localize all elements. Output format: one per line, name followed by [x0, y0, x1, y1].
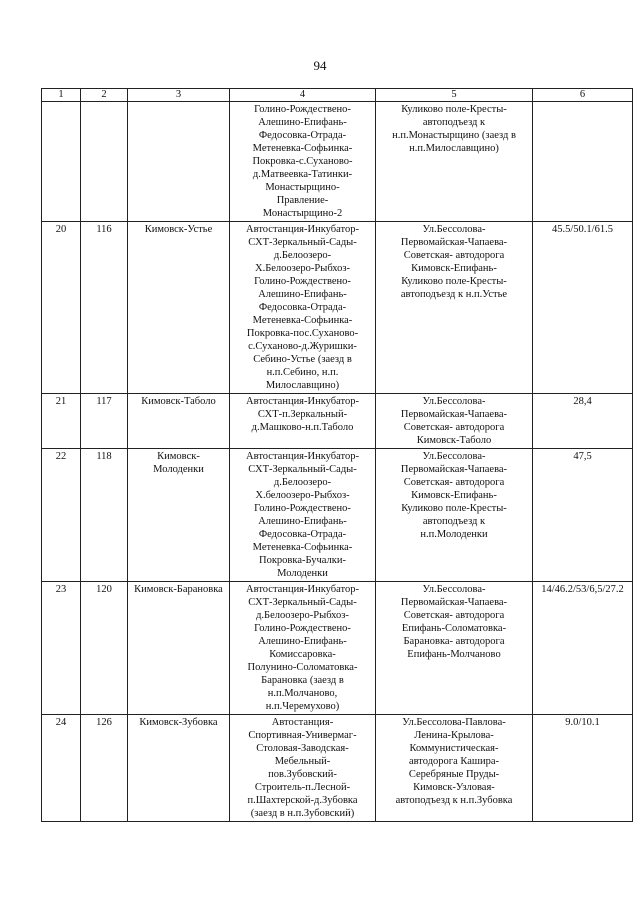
cell-route-name: Кимовск-Барановка: [128, 582, 230, 715]
table-header-row: [42, 89, 633, 102]
cell-route-name: [128, 102, 230, 222]
cell-streets: Ул.Бессолова- Первомайская-Чапаева- Советская- автодорога Епифань-Соломатовка- Барановка- автодорога Епифань-Молчаново: [376, 582, 533, 715]
header-cell-4: 4: [230, 89, 376, 102]
header-cell-6: 6: [533, 89, 633, 102]
cell-length: 14/46.2/53/6,5/27.2: [533, 582, 633, 715]
cell-streets: Ул.Бессолова- Первомайская-Чапаева- Советская- автодорога Кимовск-Таболо: [376, 394, 533, 449]
cell-length: 45.5/50.1/61.5: [533, 222, 633, 394]
cell-streets: Ул.Бессолова- Первомайская-Чапаева- Советская- автодорога Кимовск-Епифань- Куликово поле-Кресты- автоподъезд к н.п.Устье: [376, 222, 533, 394]
cell-route-no: 118: [81, 449, 128, 582]
cell-no: 24: [42, 715, 81, 822]
cell-no: 21: [42, 394, 81, 449]
cell-streets: Ул.Бессолова- Первомайская-Чапаева- Советская- автодорога Кимовск-Епифань- Куликово поле-Кресты- автоподъезд к н.п.Молоденки: [376, 449, 533, 582]
cell-length: 47,5: [533, 449, 633, 582]
cell-route-name: Кимовск-Зубовка: [128, 715, 230, 822]
route-table: [41, 88, 633, 822]
cell-stops: Автостанция- Спортивная-Универмаг- Столовая-Заводская- Мебельный- пов.Зубовский- Строитель-п.Лесной- п.Шахтерской-д.Зубовка (заезд в н.п.Зубовский): [230, 715, 376, 822]
cell-no: 20: [42, 222, 81, 394]
header-cell-5: 5: [376, 89, 533, 102]
cell-route-no: 117: [81, 394, 128, 449]
cell-route-no: 126: [81, 715, 128, 822]
cell-route-no: 120: [81, 582, 128, 715]
cell-route-name: Кимовск- Молоденки: [128, 449, 230, 582]
header-cell-2: 2: [81, 89, 128, 102]
table-row: [42, 715, 633, 822]
cell-length: 28,4: [533, 394, 633, 449]
cell-stops: Автостанция-Инкубатор- СХТ-Зеркальный-Сады- д.Белоозеро-Рыбхоз- Голино-Рождествено- Алешино-Епифань- Комиссаровка- Полунино-Соломатовка- Барановка (заезд в н.п.Молчаново, н.п.Черемухово): [230, 582, 376, 715]
cell-route-no: [81, 102, 128, 222]
cell-stops: Автостанция-Инкубатор- СХТ-Зеркальный-Сады- д.Белоозеро- Х.Белоозеро-Рыбхоз- Голино-Рождествено- Алешино-Епифань- Федосовка-Отрада- Метеневка-Софьинка- Покровка-пос.Суханово- с.Суханово-д.Журишки- Себино-Устье (заезд в н.п.Себино, н.п. Милославщино): [230, 222, 376, 394]
table-row: [42, 582, 633, 715]
cell-stops: Автостанция-Инкубатор- СХТ-Зеркальный-Сады- д.Белоозеро- Х.белоозеро-Рыбхоз- Голино-Рождествено- Алешино-Епифань- Федосовка-Отрада- Метеневка-Софьинка- Покровка-Бучалки- Молоденки: [230, 449, 376, 582]
header-cell-1: 1: [42, 89, 81, 102]
cell-stops: Автостанция-Инкубатор- СХТ-п.Зеркальный- д.Машково-н.п.Таболо: [230, 394, 376, 449]
page-number: 94: [313, 58, 327, 73]
cell-streets: Ул.Бессолова-Павлова- Ленина-Крылова- Коммунистическая- автодорога Кашира- Серебряные Пруды- Кимовск-Узловая- автоподъезд к н.п.Зубовка: [376, 715, 533, 822]
cell-no: 22: [42, 449, 81, 582]
cell-stops: Голино-Рождествено- Алешино-Епифань- Федосовка-Отрада- Метеневка-Софьинка- Покровка-с.Суханово- д.Матвеевка-Татинки- Монастырщино- Правление- Монастырщино-2: [230, 102, 376, 222]
header-cell-3: 3: [128, 89, 230, 102]
cell-no: 23: [42, 582, 81, 715]
cell-no: [42, 102, 81, 222]
table-row: [42, 102, 633, 222]
cell-streets: Куликово поле-Кресты- автоподъезд к н.п.Монастырщино (заезд в н.п.Милославщино): [376, 102, 533, 222]
cell-route-name: Кимовск-Таболо: [128, 394, 230, 449]
table-row: [42, 222, 633, 394]
table-row: [42, 449, 633, 582]
cell-length: [533, 102, 633, 222]
cell-length: 9.0/10.1: [533, 715, 633, 822]
table-row: [42, 394, 633, 449]
cell-route-no: 116: [81, 222, 128, 394]
cell-route-name: Кимовск-Устье: [128, 222, 230, 394]
